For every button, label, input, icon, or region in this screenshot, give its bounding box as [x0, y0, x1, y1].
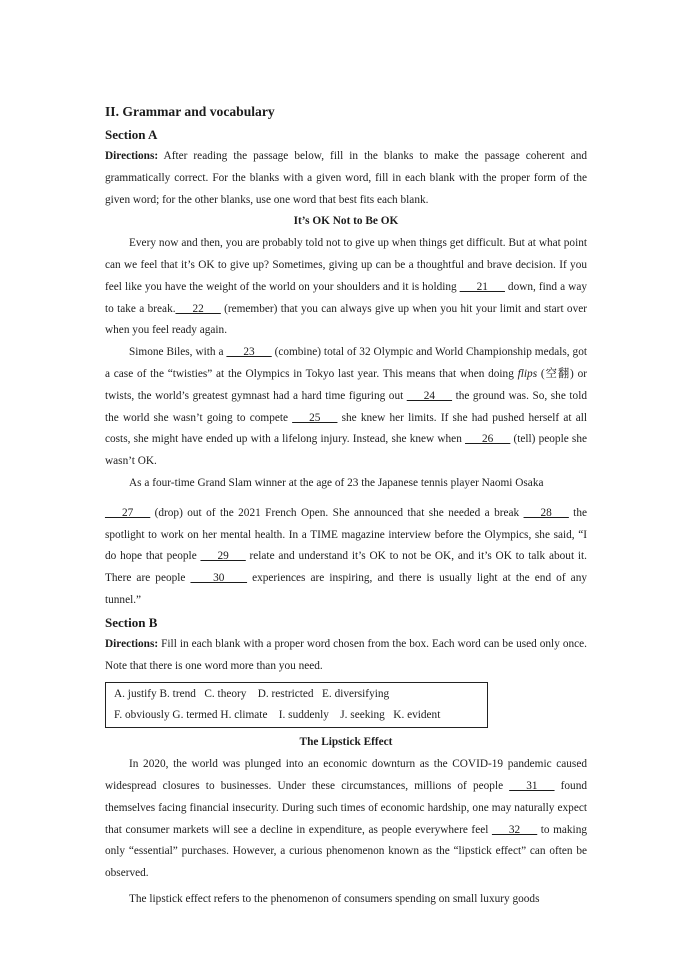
word-box-row-2: F. obviously G. termed H. climate I. suddenly J. seeking K. evident: [114, 709, 441, 722]
directions-label: Directions:: [105, 637, 159, 650]
directions-text: After reading the passage below, fill in the blanks to make the passage coherent and grammatically correct. For the blanks with a given word, fill in each blank with the proper form of the given word; for the other blanks, use one word that best fits each blank.: [105, 150, 587, 206]
section-b-directions: [105, 634, 587, 678]
para-text: As a four-time Grand Slam winner at the age of 23 the Japanese tennis player Naomi Osaka: [129, 476, 544, 489]
line-gap: [105, 495, 587, 503]
blank-25: ___25___: [292, 411, 338, 424]
para-text: (remember) that you can always give up when you hit your limit and start over when you feel ready again.: [105, 302, 587, 337]
section-a-heading: Section A: [105, 127, 158, 142]
passage-a-paragraph-3-cont: [105, 503, 587, 612]
para-text: the ground was. So, she told the world she wasn’t going to compete: [105, 389, 587, 424]
blank-31: ___31___: [509, 779, 555, 792]
para-text: In 2020, the world was plunged into an economic downturn as the COVID-19 pandemic caused widespread closures to businesses. Under these circumstances, millions of people: [105, 758, 587, 792]
blank-27: ___27___: [105, 506, 151, 519]
para-text: the spotlight to work on her mental health. In a TIME magazine interview before the Olympics, she said, “I do hope that people: [105, 506, 587, 563]
para-text: she knew her limits. If she had pushed herself at all costs, she might have ended up with a lifelong injury. Instead, she knew when: [105, 411, 587, 446]
document-page: [105, 100, 587, 911]
para-text: Every now and then, you are probably told not to give up when things get difficult. But at what point can we feel that it’s OK to give up? Sometimes, giving up can be a thoughtful and brave decision. If you feel like you have the weight of the world on your shoulders and it is holding: [105, 237, 587, 293]
para-text: (tell) people she wasn’t OK.: [105, 433, 587, 468]
para-text: (drop) out of the 2021 French Open. She announced that she needed a break: [150, 506, 524, 519]
para-text: experiences are inspiring, and there is usually light at the end of any tunnel.”: [105, 572, 587, 606]
word-box-row-1: A. justify B. trend C. theory D. restricted E. diversifying: [114, 688, 390, 701]
para-text: down, find a way to take a break.: [105, 280, 587, 315]
passage-b-paragraph-2: The lipstick effect refers to the phenomenon of consumers spending on small luxury goods: [129, 892, 540, 905]
blank-29: ___29___: [200, 550, 246, 563]
blank-24: ___24___: [406, 389, 452, 402]
section-heading: II. Grammar and vocabulary: [105, 104, 275, 119]
para-text: relate and understand it’s OK to not be OK, and it’s OK to talk about it. There are people: [105, 550, 587, 585]
section-a-directions: [105, 146, 587, 211]
passage-a-paragraph-3: [105, 473, 587, 495]
para-text: found themselves facing financial insecurity. During such times of economic hardship, one may naturally expect that consumer markets will see a decline in expenditure, as people everywhere feel: [105, 779, 587, 836]
passage-a-title: It’s OK Not to Be OK: [293, 215, 399, 228]
passage-b-paragraph-1: [105, 754, 587, 885]
para-text: to making only “essential” purchases. However, a curious phenomenon known as the “lipstick effect” can often be observed.: [105, 823, 587, 880]
flips-word: flips: [517, 367, 538, 380]
para-text: (空翻) or twists, the world’s greatest gymnast had a hard time figuring out: [105, 367, 587, 402]
section-b-heading: Section B: [105, 614, 158, 630]
directions-label: Directions:: [105, 150, 159, 162]
blank-22: ___22___: [175, 302, 221, 315]
blank-26: ___26___: [465, 433, 511, 446]
word-box: [105, 682, 488, 728]
blank-32: ___32___: [491, 823, 538, 836]
blank-28: ___28___: [523, 506, 569, 519]
blank-30: ____30____: [190, 572, 247, 585]
passage-a-paragraph-1: [105, 233, 587, 342]
blank-23: ___23___: [226, 346, 272, 359]
passage-b-title: The Lipstick Effect: [299, 736, 393, 749]
para-text: Simone Biles, with a: [129, 346, 227, 359]
blank-21: ___21___: [459, 280, 505, 293]
passage-a-paragraph-2: [105, 342, 587, 473]
directions-text: Fill in each blank with a proper word chosen from the box. Each word can be used only once. Note that there is one word more than you need.: [105, 637, 587, 672]
para-text: (combine) total of 32 Olympic and World Championship medals, got a case of the “twisties” at the Olympics in Tokyo last year. This means that when doing: [105, 346, 587, 380]
